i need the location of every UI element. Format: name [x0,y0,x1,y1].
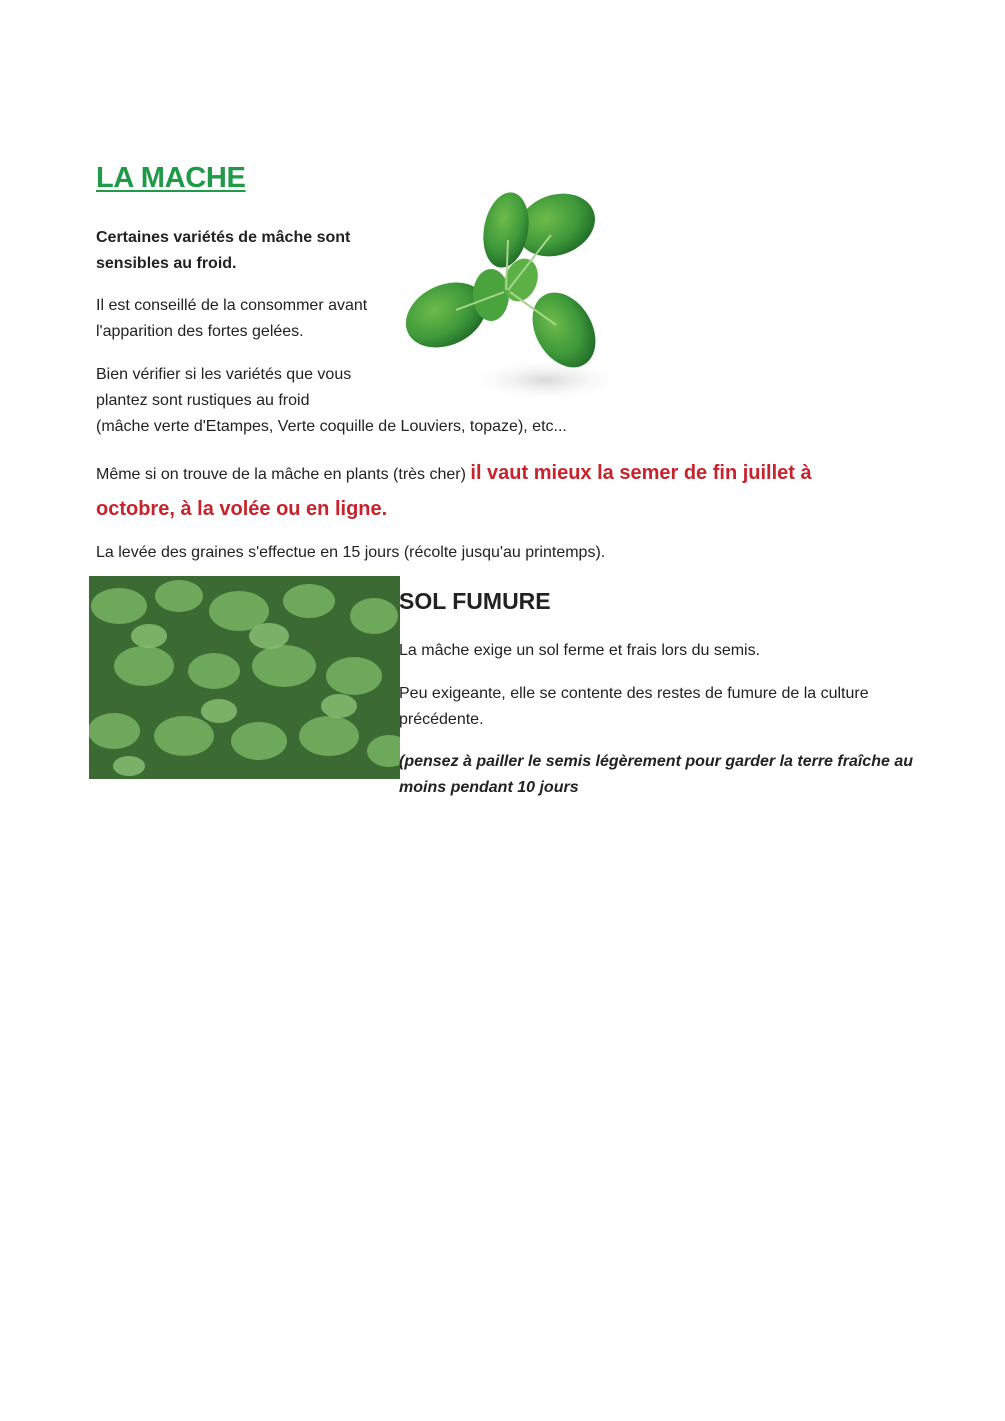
advice-text: Il est conseillé de la consommer avant l'apparition des fortes gelées. [96,297,368,340]
section-paragraph-2: Peu exigeante, elle se contente des restes de fumure de la culture précédente. [399,685,869,728]
mache-field-image [89,576,400,779]
section-title: SOL FUMURE [399,588,551,614]
sowing-normal: Même si on trouve de la mâche en plants (très cher) [96,466,471,483]
varieties-line-3: (mâche verte d'Etampes, Verte coquille de Louviers, topaze), etc... [96,418,567,435]
section-paragraph-3: (pensez à pailler le semis légèrement pour garder la terre fraîche au moins pendant 10 jours [399,753,913,796]
varieties-line-1: Bien vérifier si les variétés que vous [96,366,352,383]
mache-plant-image [396,180,632,410]
germination-text: La levée des graines s'effectue en 15 jours (récolte jusqu'au printemps). [96,544,606,561]
section-paragraph-1: La mâche exige un sol ferme et frais lors du semis. [399,642,761,659]
page-title: LA MACHE [96,162,246,194]
sowing-text [96,456,876,528]
sowing-highlight: il vaut mieux la semer de fin juillet à octobre, à la volée ou en ligne. [96,462,812,520]
varieties-line-2: plantez sont rustiques au froid [96,392,310,409]
intro-text: Certaines variétés de mâche sont sensibles au froid. [96,229,351,272]
